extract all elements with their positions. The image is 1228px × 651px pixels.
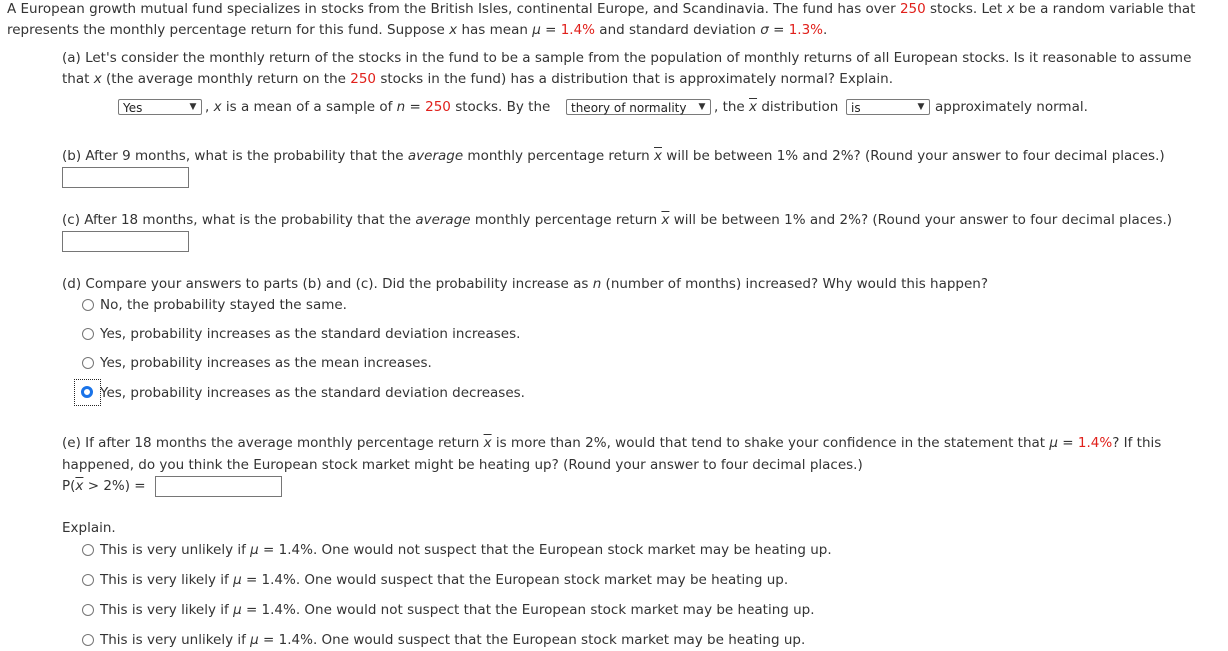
part-d-question: (d) Compare your answers to parts (b) and (c). Did the probability increase as n (number of months) increased? Why would this happen? — [62, 276, 989, 292]
part-b-answer-input[interactable] — [62, 167, 189, 188]
part-d-option-1-label: No, the probability stayed the same. — [100, 297, 347, 313]
part-d-radio-1[interactable] — [82, 299, 94, 311]
part-d-radio-3[interactable] — [82, 357, 94, 369]
part-d-radio-2[interactable] — [82, 328, 94, 340]
intro-line-1: A European growth mutual fund specializes in stocks from the British Isles, continental Europe, and Scandinavia. The fund has over 250 stocks. Let x be a random variable that — [7, 1, 1196, 17]
is-select[interactable]: is ▼ — [846, 99, 930, 115]
part-e-option-1-label: This is very unlikely if μ = 1.4%. One would not suspect that the European stock market may be heating up. — [100, 542, 832, 558]
part-d-option-2-label: Yes, probability increases as the standard deviation increases. — [100, 326, 521, 342]
part-e-option-4-label: This is very unlikely if μ = 1.4%. One would suspect that the European stock market may be heating up. — [100, 632, 806, 648]
stock-count: 250 — [899, 1, 926, 17]
part-e-radio-3[interactable] — [82, 604, 94, 616]
chevron-down-icon: ▼ — [917, 102, 925, 112]
explain-label: Explain. — [62, 520, 116, 536]
part-e-probability-label: $P(\overline{x} > 2\%)$ = — [62, 478, 146, 494]
part-e-question-line-1: (e) If after 18 months the average monthly percentage return $\overline{x}$ is more than 2%, would that tend to shake your confidence in the statement that μ = 1.4%? If this — [62, 435, 1162, 451]
part-a-question-line-2: that x (the average monthly return on the 250 stocks in the fund) has a distribution that is approximately normal? Explain. — [62, 71, 894, 87]
part-a-answer-text-1: , x is a mean of a sample of n = 250 stocks. By the — [205, 99, 551, 115]
part-d-option-3-label: Yes, probability increases as the mean increases. — [100, 355, 432, 371]
part-e-option-2-label: This is very likely if μ = 1.4%. One would suspect that the European stock market may be heating up. — [100, 572, 789, 588]
part-e-question-line-2: happened, do you think the European stock market might be heating up? (Round your answer to four decimal places.) — [62, 457, 863, 473]
part-e-radio-2[interactable] — [82, 574, 94, 586]
chevron-down-icon: ▼ — [698, 102, 706, 112]
part-c-question: (c) After 18 months, what is the probability that the average monthly percentage return $\overline{x}$ will be between 1% and 2%? (Round your answer to four decimal places.) — [62, 212, 1173, 228]
mean-value: 1.4% — [560, 22, 596, 38]
part-e-radio-4[interactable] — [82, 634, 94, 646]
part-e-answer-input[interactable] — [155, 476, 282, 497]
theorem-select[interactable]: theory of normality ▼ — [566, 99, 711, 115]
reasonable-select[interactable]: Yes ▼ — [118, 99, 202, 115]
chevron-down-icon: ▼ — [189, 102, 197, 112]
part-e-radio-1[interactable] — [82, 544, 94, 556]
part-e-option-3-label: This is very likely if μ = 1.4%. One would not suspect that the European stock market may be heating up. — [100, 602, 815, 618]
part-c-answer-input[interactable] — [62, 231, 189, 252]
sd-value: 1.3% — [788, 22, 823, 38]
part-d-option-4-label: Yes, probability increases as the standard deviation decreases. — [100, 385, 525, 401]
part-b-question: (b) After 9 months, what is the probability that the average monthly percentage return $\overline{x}$ will be between 1% and 2%? (Round your answer to four decimal places.) — [62, 148, 1165, 164]
part-a-question-line-1: (a) Let's consider the monthly return of the stocks in the fund to be a sample from the population of monthly returns of all European stocks. Is it reasonable to assume — [62, 50, 1192, 66]
intro-line-2: represents the monthly percentage return for this fund. Suppose x has mean μ = 1.4% and standard deviation σ = 1.3%. — [7, 22, 828, 38]
part-d-radio-4[interactable] — [81, 386, 93, 398]
part-a-answer-text-2: , the $\overline{x}$ distribution — [714, 99, 839, 115]
part-a-answer-text-3: approximately normal. — [935, 99, 1088, 115]
